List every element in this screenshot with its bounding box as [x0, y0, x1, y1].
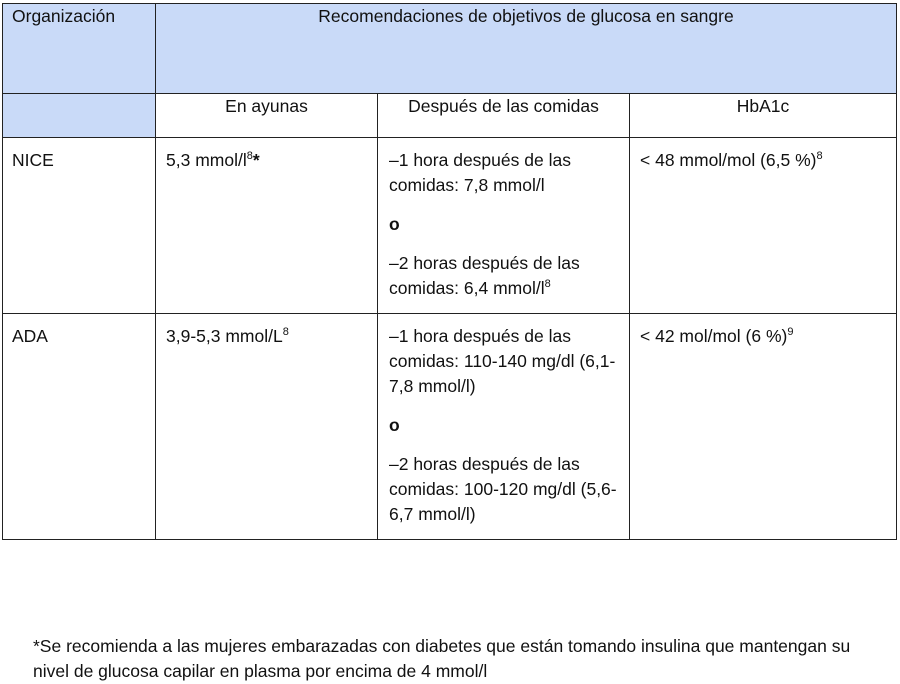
- organization-cell: [3, 314, 156, 540]
- or-separator: o: [389, 415, 400, 435]
- organization-header: Organización: [3, 4, 156, 94]
- organization-name: NICE: [12, 150, 54, 170]
- table-row-ada: [3, 314, 897, 540]
- footnote: *Se recomienda a las mujeres embarazadas con diabetes que están tomando insulina que mantengan su nivel de glucosa capilar en plasma por encima de 4 mmol/l: [33, 635, 851, 681]
- empty-subheader-cell: [3, 94, 156, 138]
- organization-name: ADA: [12, 326, 48, 346]
- header-row: [3, 4, 897, 94]
- or-separator: o: [389, 214, 400, 234]
- after-meals-option-1: –1 hora después de las comidas: 7,8 mmol/l: [389, 150, 571, 195]
- after-meals-cell: [378, 138, 630, 314]
- after-meals-option-1: –1 hora después de las comidas: 110-140 mg/dl (6,1-7,8 mmol/l): [389, 326, 616, 396]
- hba1c-value: < 42 mol/mol (6 %): [640, 326, 788, 346]
- reference-number: 8: [816, 150, 823, 162]
- hba1c-cell: [630, 138, 897, 314]
- fasting-value: 3,9-5,3 mmol/L: [166, 326, 283, 346]
- hba1c-cell: [630, 314, 897, 540]
- after-meals-header: Después de las comidas: [378, 94, 630, 138]
- reference-number: 8: [246, 150, 253, 162]
- glucose-targets-table: [2, 3, 897, 540]
- after-meals-cell: [378, 314, 630, 540]
- fasting-value: 5,3 mmol/l: [166, 150, 247, 170]
- hba1c-header: HbA1c: [630, 94, 897, 138]
- reference-number: 9: [787, 326, 794, 338]
- hba1c-value: < 48 mmol/mol (6,5 %): [640, 150, 817, 170]
- organization-cell: [3, 138, 156, 314]
- after-meals-option-2-text: –2 horas después de las comidas: 6,4 mmol/l: [389, 253, 580, 298]
- fasting-cell: [156, 138, 378, 314]
- footnote-asterisk: *: [252, 150, 260, 170]
- subheader-row: [3, 94, 897, 138]
- after-meals-option-2: [389, 251, 621, 301]
- fasting-header: En ayunas: [156, 94, 378, 138]
- fasting-cell: [156, 314, 378, 540]
- after-meals-option-2: –2 horas después de las comidas: 100-120 mg/dl (5,6-6,7 mmol/l): [389, 454, 617, 524]
- reference-number: 8: [282, 326, 289, 338]
- reference-number: 8: [544, 278, 551, 290]
- recommendations-header: Recomendaciones de objetivos de glucosa en sangre: [156, 4, 897, 94]
- table-row-nice: [3, 138, 897, 314]
